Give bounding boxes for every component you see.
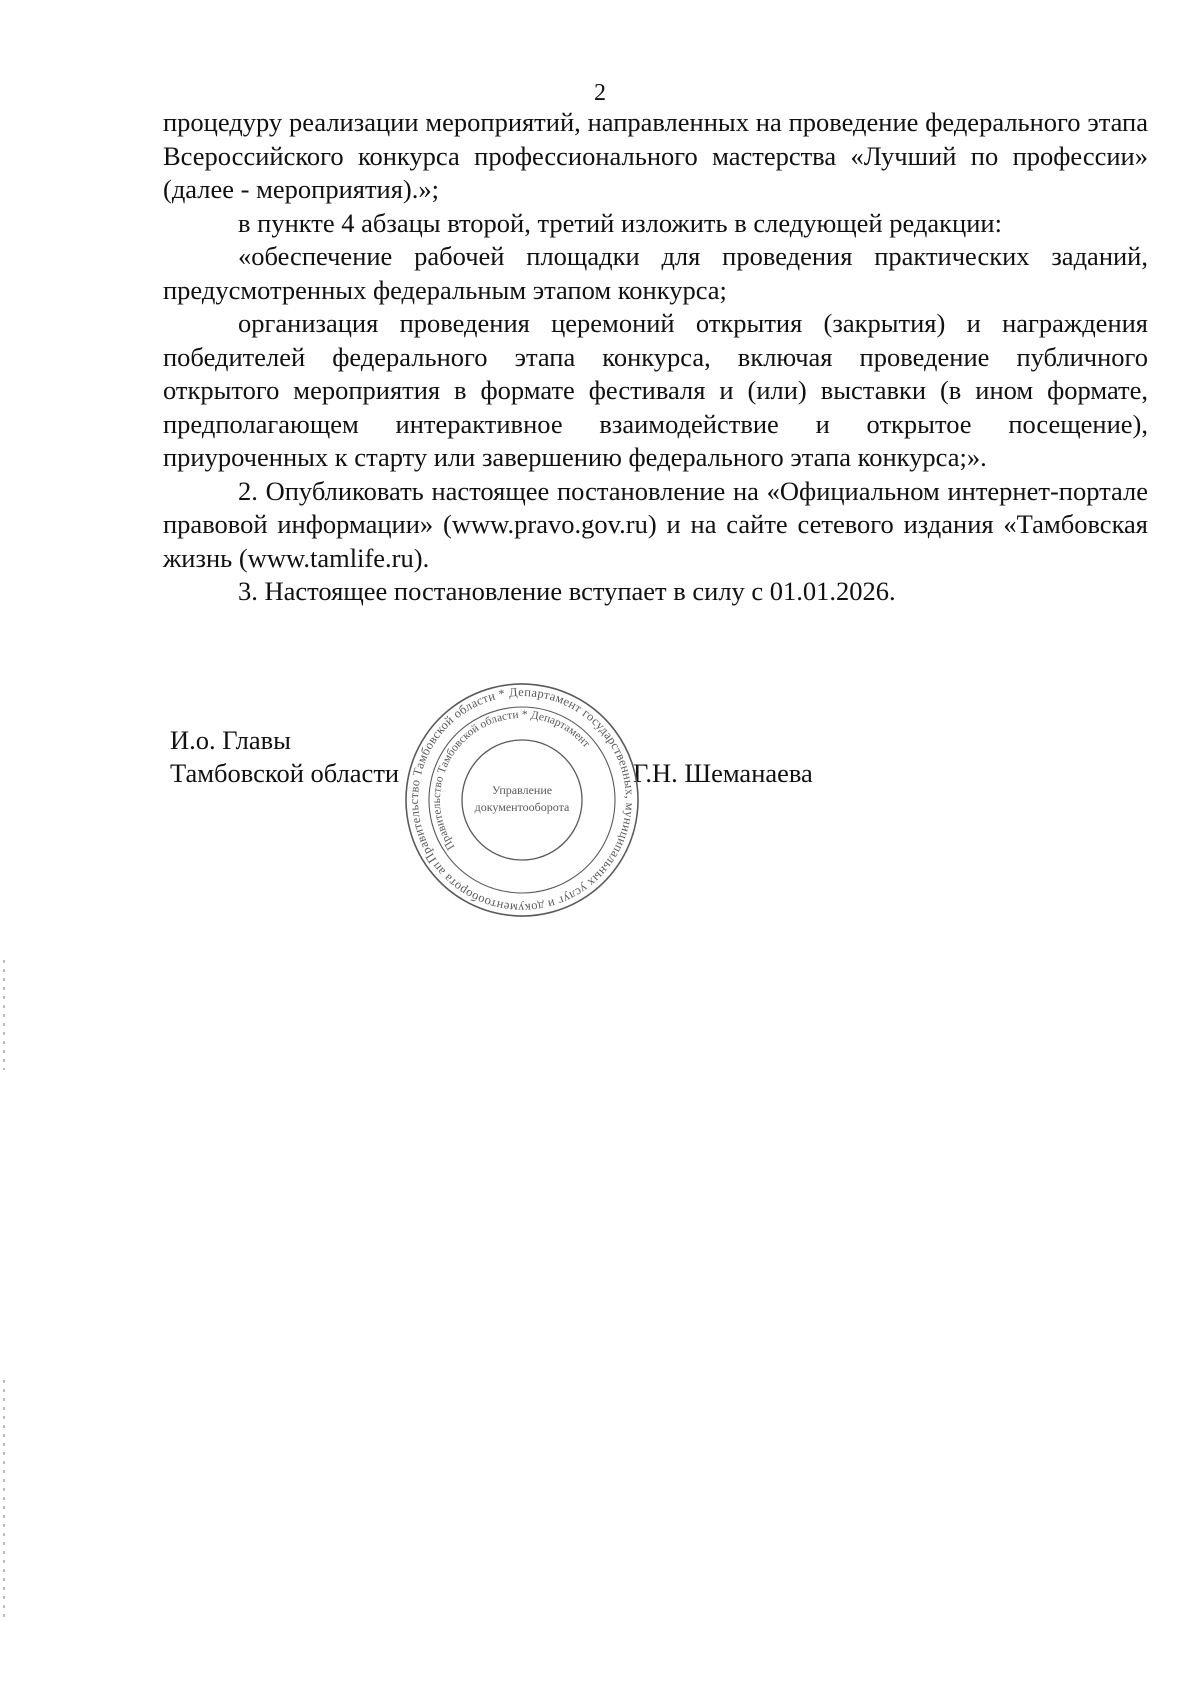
- paragraph-publication: 2. Опубликовать настоящее постановление на «Официальном интернет-портале правовой информации» (www.pravo.gov.ru) и на сайте сетевого издания «Тамбовская жизнь (www.tamlife.ru).: [163, 475, 1148, 573]
- stamp-center-line1: Управление: [491, 783, 553, 797]
- paragraph-continuation: процедуру реализации мероприятий, направленных на проведение федерального этапа Всероссийского конкурса профессионального мастерства «Лучший по профессии» (далее - мероприятия).»;: [163, 107, 1148, 204]
- paragraph-ceremonies: организация проведения церемоний открытия (закрытия) и награждения победителей федерального этапа конкурса, включая проведение публичного открытого мероприятия в формате фестиваля и (или) выставки (в ином формате, предполагающем интерактивное взаимодействие и открытое посещение), приуроченных к старту или завершению федерального этапа конкурса;».: [163, 308, 1148, 472]
- page-number: 2: [594, 80, 606, 106]
- signatory-position: [170, 724, 399, 790]
- stamp-center-line2: документооборота: [474, 800, 570, 814]
- scan-edge-mark: [3, 960, 5, 1070]
- signatory-position-line2: Тамбовской области: [170, 758, 400, 788]
- stamp-outer-text: Правительство Тамбовской области * Департамент государственных, муниципальных услуг и документооборота аппарата: [406, 684, 638, 916]
- signatory-position-line1: И.о. Главы: [170, 725, 291, 755]
- paragraph-amendment-intro: в пункте 4 абзацы второй, третий изложить в следующей редакции:: [238, 207, 1002, 238]
- official-stamp: [402, 680, 642, 920]
- stamp-inner-text: Правительство Тамбовской области * Департамент: [430, 708, 593, 852]
- paragraph-effective-date: 3. Настоящее постановление вступает в силу с 01.01.2026.: [238, 576, 896, 606]
- scan-edge-mark: [3, 1380, 5, 1620]
- signatory-name: Г.Н. Шеманаева: [633, 758, 813, 788]
- paragraph-platform: «обеспечение рабочей площадки для проведения практических заданий, предусмотренных федеральным этапом конкурса;: [163, 241, 1148, 305]
- document-body: [163, 106, 1148, 609]
